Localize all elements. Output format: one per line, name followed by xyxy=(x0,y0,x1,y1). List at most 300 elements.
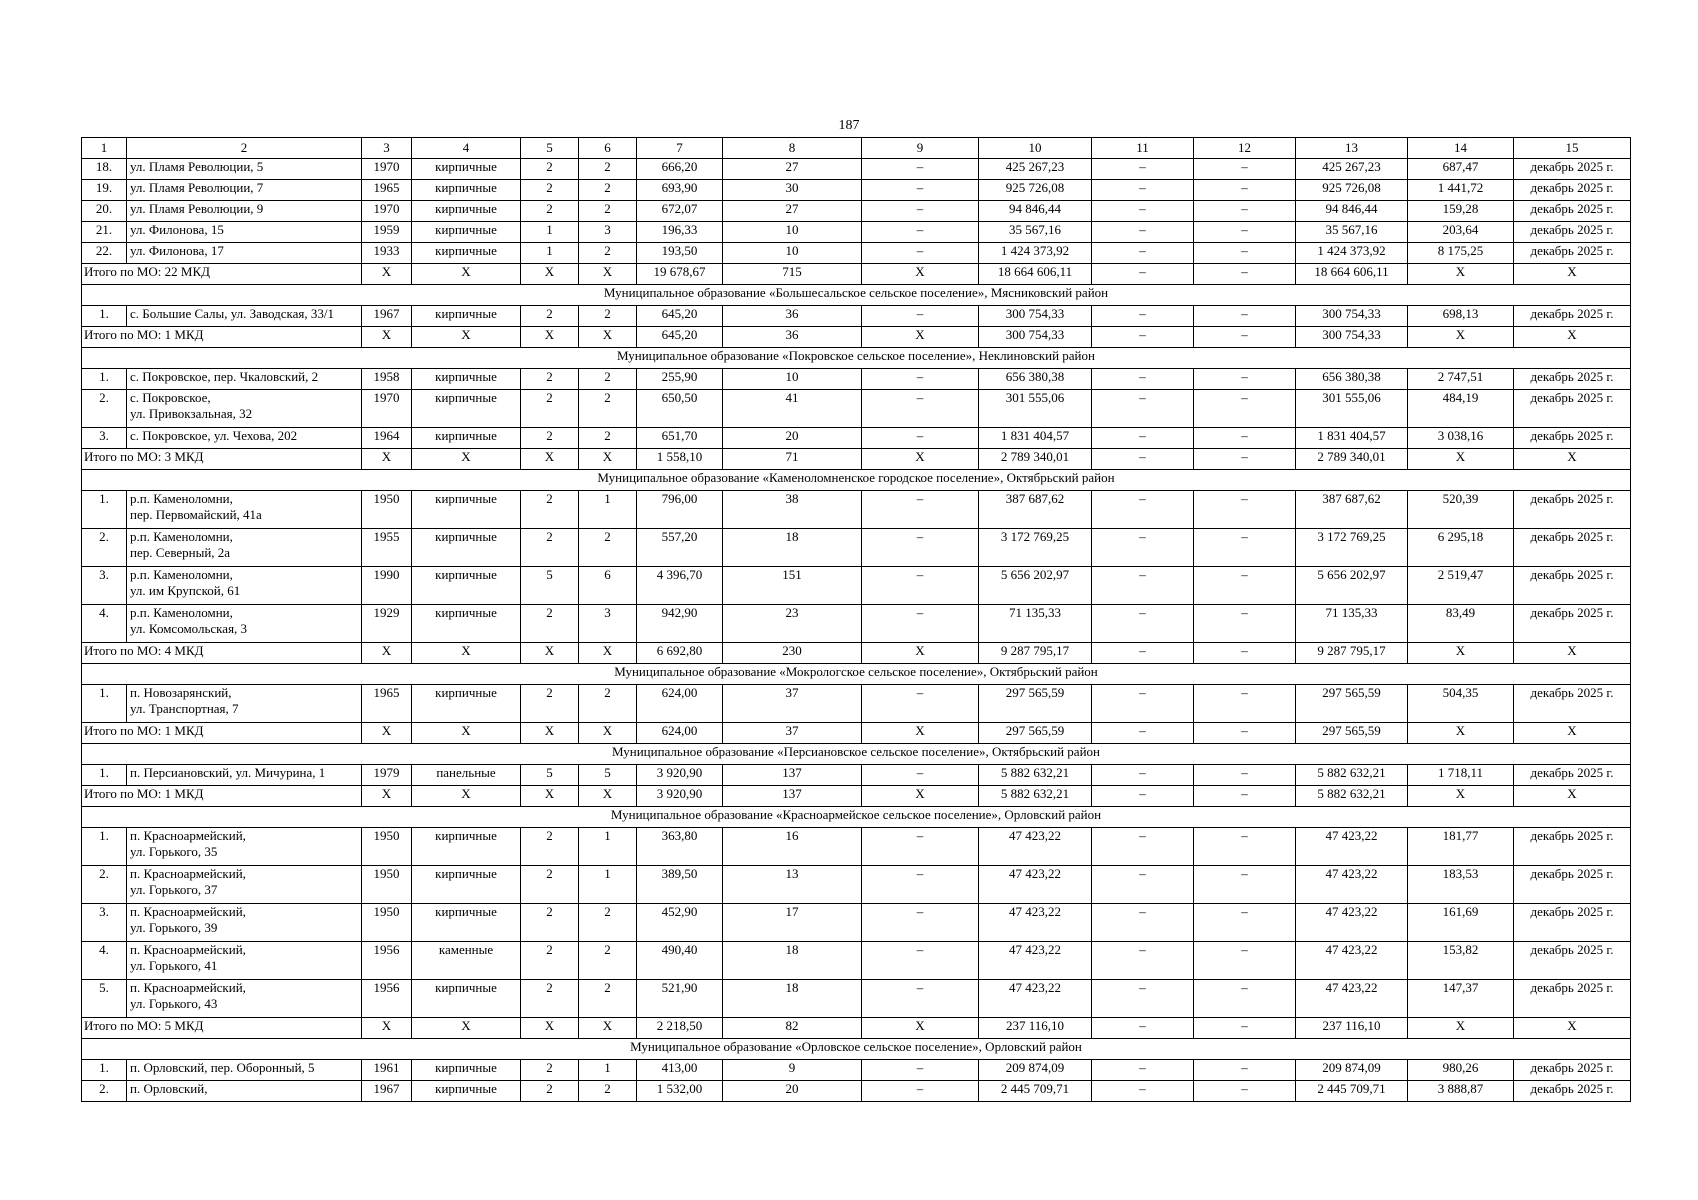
table-cell: – xyxy=(1194,866,1296,904)
housing-repair-table xyxy=(81,137,1631,1102)
table-cell: – xyxy=(862,529,979,567)
total-cell: – xyxy=(1092,327,1194,348)
table-cell: кирпичные xyxy=(412,828,521,866)
table-cell: 557,20 xyxy=(637,529,723,567)
column-number: 15 xyxy=(1514,138,1631,159)
table-cell: 363,80 xyxy=(637,828,723,866)
table-cell: 650,50 xyxy=(637,390,723,428)
table-cell: 2 xyxy=(579,369,637,390)
table-cell: 36 xyxy=(723,306,862,327)
total-row xyxy=(82,449,1631,470)
table-cell: 2 xyxy=(579,1081,637,1102)
total-cell: 297 565,59 xyxy=(979,723,1092,744)
table-cell: – xyxy=(1194,765,1296,786)
table-cell: – xyxy=(1092,222,1194,243)
column-number: 4 xyxy=(412,138,521,159)
total-cell: 71 xyxy=(723,449,862,470)
table-cell: 3 172 769,25 xyxy=(979,529,1092,567)
column-number: 13 xyxy=(1296,138,1408,159)
table-cell: 47 423,22 xyxy=(1296,828,1408,866)
column-number: 8 xyxy=(723,138,862,159)
table-cell: 71 135,33 xyxy=(979,605,1092,643)
table-cell: 18. xyxy=(82,159,127,180)
table-cell: – xyxy=(862,428,979,449)
table-cell: – xyxy=(862,1060,979,1081)
total-row xyxy=(82,1018,1631,1039)
total-cell: X xyxy=(579,327,637,348)
table-cell: 387 687,62 xyxy=(1296,491,1408,529)
table-cell: – xyxy=(862,201,979,222)
table-cell: 2 xyxy=(521,390,579,428)
table-cell: 1979 xyxy=(362,765,412,786)
table-cell: 2 xyxy=(579,243,637,264)
total-cell: X xyxy=(362,327,412,348)
table-cell: 2. xyxy=(82,390,127,428)
total-cell: 300 754,33 xyxy=(1296,327,1408,348)
table-cell: – xyxy=(862,180,979,201)
table-cell: кирпичные xyxy=(412,567,521,605)
section-header-row xyxy=(82,664,1631,685)
table-cell: кирпичные xyxy=(412,222,521,243)
table-cell: 47 423,22 xyxy=(979,942,1092,980)
table-cell: 1. xyxy=(82,306,127,327)
table-row xyxy=(82,390,1631,428)
total-cell: X xyxy=(579,723,637,744)
table-cell: 47 423,22 xyxy=(1296,866,1408,904)
table-cell: кирпичные xyxy=(412,866,521,904)
table-cell: – xyxy=(1092,1081,1194,1102)
table-cell: декабрь 2025 г. xyxy=(1514,685,1631,723)
table-cell: 181,77 xyxy=(1408,828,1514,866)
total-cell: 300 754,33 xyxy=(979,327,1092,348)
total-cell: 2 789 340,01 xyxy=(1296,449,1408,470)
table-cell: декабрь 2025 г. xyxy=(1514,222,1631,243)
total-cell: X xyxy=(862,327,979,348)
table-cell: 1956 xyxy=(362,980,412,1018)
table-cell: кирпичные xyxy=(412,1081,521,1102)
total-cell: – xyxy=(1194,327,1296,348)
table-cell: – xyxy=(1092,980,1194,1018)
table-cell: 687,47 xyxy=(1408,159,1514,180)
table-cell: 196,33 xyxy=(637,222,723,243)
table-cell: 2 xyxy=(521,201,579,222)
table-cell: 1950 xyxy=(362,904,412,942)
address-cell: с. Большие Салы, ул. Заводская, 33/1 xyxy=(127,306,362,327)
table-cell: 2 xyxy=(521,428,579,449)
total-row xyxy=(82,723,1631,744)
table-cell: – xyxy=(862,222,979,243)
table-cell: 2 xyxy=(579,942,637,980)
table-cell: 1 xyxy=(579,828,637,866)
total-row xyxy=(82,264,1631,285)
table-cell: – xyxy=(862,828,979,866)
table-cell: 651,70 xyxy=(637,428,723,449)
table-cell: 521,90 xyxy=(637,980,723,1018)
total-cell: – xyxy=(1194,264,1296,285)
table-row xyxy=(82,306,1631,327)
table-cell: 193,50 xyxy=(637,243,723,264)
table-cell: 1990 xyxy=(362,567,412,605)
total-cell: 36 xyxy=(723,327,862,348)
table-cell: 2 xyxy=(521,866,579,904)
table-cell: – xyxy=(862,390,979,428)
total-cell: 82 xyxy=(723,1018,862,1039)
address-cell: п. Красноармейский, ул. Горького, 35 xyxy=(127,828,362,866)
address-cell: р.п. Каменоломни, ул. им Крупской, 61 xyxy=(127,567,362,605)
total-cell: X xyxy=(862,723,979,744)
table-cell: 2. xyxy=(82,866,127,904)
total-cell: – xyxy=(1194,643,1296,664)
table-cell: 4. xyxy=(82,942,127,980)
table-cell: 20 xyxy=(723,1081,862,1102)
total-cell: X xyxy=(412,643,521,664)
table-cell: 1967 xyxy=(362,1081,412,1102)
table-cell: 1. xyxy=(82,765,127,786)
table-cell: кирпичные xyxy=(412,980,521,1018)
address-cell: п. Орловский, xyxy=(127,1081,362,1102)
table-cell: 2 xyxy=(579,529,637,567)
table-cell: – xyxy=(1194,980,1296,1018)
table-cell: 1 xyxy=(579,491,637,529)
total-cell: X xyxy=(412,1018,521,1039)
column-number: 10 xyxy=(979,138,1092,159)
table-cell: – xyxy=(1092,765,1194,786)
table-cell: – xyxy=(1194,942,1296,980)
total-cell: X xyxy=(1514,723,1631,744)
table-cell: 3 xyxy=(579,605,637,643)
table-cell: – xyxy=(1092,428,1194,449)
table-cell: 5 xyxy=(521,567,579,605)
table-cell: 151 xyxy=(723,567,862,605)
table-cell: 161,69 xyxy=(1408,904,1514,942)
table-cell: 16 xyxy=(723,828,862,866)
table-cell: – xyxy=(1092,491,1194,529)
total-cell: X xyxy=(521,264,579,285)
table-cell: 2 xyxy=(521,529,579,567)
total-cell: – xyxy=(1194,449,1296,470)
table-cell: 2 xyxy=(579,180,637,201)
total-cell: – xyxy=(1092,449,1194,470)
table-cell: – xyxy=(1092,685,1194,723)
table-cell: – xyxy=(1194,201,1296,222)
total-cell: 237 116,10 xyxy=(979,1018,1092,1039)
table-cell: 47 423,22 xyxy=(979,980,1092,1018)
table-cell: 137 xyxy=(723,765,862,786)
table-cell: 5 882 632,21 xyxy=(1296,765,1408,786)
table-cell: 3. xyxy=(82,428,127,449)
table-cell: 2 xyxy=(521,980,579,1018)
table-cell: 35 567,16 xyxy=(1296,222,1408,243)
total-cell: X xyxy=(521,786,579,807)
column-number: 5 xyxy=(521,138,579,159)
total-cell: 2 218,50 xyxy=(637,1018,723,1039)
total-cell: 18 664 606,11 xyxy=(979,264,1092,285)
table-cell: – xyxy=(1194,491,1296,529)
total-cell: X xyxy=(412,723,521,744)
total-cell: X xyxy=(579,786,637,807)
table-cell: – xyxy=(1194,243,1296,264)
table-cell: 1 532,00 xyxy=(637,1081,723,1102)
table-cell: 209 874,09 xyxy=(1296,1060,1408,1081)
table-cell: 1. xyxy=(82,828,127,866)
table-cell: кирпичные xyxy=(412,491,521,529)
table-cell: 2 xyxy=(521,1081,579,1102)
column-number: 14 xyxy=(1408,138,1514,159)
table-cell: 71 135,33 xyxy=(1296,605,1408,643)
table-row xyxy=(82,1081,1631,1102)
table-cell: 2 xyxy=(521,942,579,980)
table-cell: 9 xyxy=(723,1060,862,1081)
address-cell: п. Орловский, пер. Оборонный, 5 xyxy=(127,1060,362,1081)
table-cell: кирпичные xyxy=(412,904,521,942)
table-cell: декабрь 2025 г. xyxy=(1514,243,1631,264)
total-cell: X xyxy=(362,786,412,807)
municipality-title: Муниципальное образование «Большесальское сельское поселение», Мясниковский район xyxy=(82,285,1631,306)
municipality-title: Муниципальное образование «Каменоломненское городское поселение», Октябрьский район xyxy=(82,470,1631,491)
table-row xyxy=(82,567,1631,605)
table-cell: 1 424 373,92 xyxy=(979,243,1092,264)
table-cell: 1. xyxy=(82,685,127,723)
table-cell: 203,64 xyxy=(1408,222,1514,243)
table-cell: – xyxy=(1194,605,1296,643)
table-cell: – xyxy=(862,159,979,180)
table-cell: 484,19 xyxy=(1408,390,1514,428)
table-cell: 27 xyxy=(723,201,862,222)
table-cell: 94 846,44 xyxy=(979,201,1092,222)
table-cell: – xyxy=(1194,1060,1296,1081)
table-cell: 425 267,23 xyxy=(979,159,1092,180)
table-cell: 2 xyxy=(579,904,637,942)
table-cell: кирпичные xyxy=(412,369,521,390)
table-cell: 18 xyxy=(723,942,862,980)
total-row xyxy=(82,786,1631,807)
total-cell: X xyxy=(362,449,412,470)
table-cell: – xyxy=(1194,159,1296,180)
municipality-title: Муниципальное образование «Мокрологское сельское поселение», Октябрьский район xyxy=(82,664,1631,685)
table-cell: кирпичные xyxy=(412,529,521,567)
total-cell: X xyxy=(1408,643,1514,664)
table-cell: 20. xyxy=(82,201,127,222)
table-cell: 297 565,59 xyxy=(1296,685,1408,723)
total-cell: X xyxy=(579,643,637,664)
table-cell: декабрь 2025 г. xyxy=(1514,980,1631,1018)
table-cell: 656 380,38 xyxy=(1296,369,1408,390)
table-cell: 925 726,08 xyxy=(979,180,1092,201)
total-cell: 9 287 795,17 xyxy=(1296,643,1408,664)
total-cell: 137 xyxy=(723,786,862,807)
column-number: 6 xyxy=(579,138,637,159)
table-cell: 3 920,90 xyxy=(637,765,723,786)
table-cell: 2 xyxy=(521,491,579,529)
table-cell: 21. xyxy=(82,222,127,243)
table-cell: 5 882 632,21 xyxy=(979,765,1092,786)
table-row xyxy=(82,428,1631,449)
table-cell: 6 295,18 xyxy=(1408,529,1514,567)
address-cell: п. Красноармейский, ул. Горького, 39 xyxy=(127,904,362,942)
total-cell: X xyxy=(1514,786,1631,807)
table-cell: 387 687,62 xyxy=(979,491,1092,529)
column-number: 1 xyxy=(82,138,127,159)
total-cell: 37 xyxy=(723,723,862,744)
table-cell: 47 423,22 xyxy=(979,828,1092,866)
table-cell: 2. xyxy=(82,529,127,567)
address-cell: ул. Филонова, 17 xyxy=(127,243,362,264)
table-cell: кирпичные xyxy=(412,1060,521,1081)
table-cell: 183,53 xyxy=(1408,866,1514,904)
total-label: Итого по МО: 1 МКД xyxy=(82,723,362,744)
total-cell: 645,20 xyxy=(637,327,723,348)
table-cell: 209 874,09 xyxy=(979,1060,1092,1081)
table-cell: 5 xyxy=(521,765,579,786)
total-cell: X xyxy=(862,449,979,470)
table-cell: кирпичные xyxy=(412,243,521,264)
table-cell: 255,90 xyxy=(637,369,723,390)
table-cell: 1967 xyxy=(362,306,412,327)
table-cell: 2 xyxy=(521,306,579,327)
total-cell: X xyxy=(862,786,979,807)
table-cell: панельные xyxy=(412,765,521,786)
table-cell: – xyxy=(862,306,979,327)
total-cell: X xyxy=(362,643,412,664)
table-cell: – xyxy=(1092,904,1194,942)
total-cell: X xyxy=(1408,723,1514,744)
table-cell: 300 754,33 xyxy=(979,306,1092,327)
total-cell: 715 xyxy=(723,264,862,285)
table-cell: декабрь 2025 г. xyxy=(1514,529,1631,567)
table-cell: декабрь 2025 г. xyxy=(1514,942,1631,980)
total-cell: X xyxy=(1408,1018,1514,1039)
table-cell: – xyxy=(1194,390,1296,428)
total-cell: X xyxy=(412,786,521,807)
table-cell: 22. xyxy=(82,243,127,264)
total-row xyxy=(82,327,1631,348)
table-cell: 2 xyxy=(521,159,579,180)
table-cell: – xyxy=(1092,180,1194,201)
table-cell: 47 423,22 xyxy=(979,904,1092,942)
table-cell: декабрь 2025 г. xyxy=(1514,390,1631,428)
table-cell: кирпичные xyxy=(412,685,521,723)
column-number: 2 xyxy=(127,138,362,159)
table-cell: 6 xyxy=(579,567,637,605)
table-cell: 2. xyxy=(82,1081,127,1102)
table-cell: – xyxy=(1194,685,1296,723)
table-cell: 1970 xyxy=(362,201,412,222)
table-cell: 37 xyxy=(723,685,862,723)
table-cell: декабрь 2025 г. xyxy=(1514,567,1631,605)
table-cell: – xyxy=(862,685,979,723)
table-cell: – xyxy=(1194,222,1296,243)
total-label: Итого по МО: 22 МКД xyxy=(82,264,362,285)
table-cell: 490,40 xyxy=(637,942,723,980)
table-cell: декабрь 2025 г. xyxy=(1514,306,1631,327)
table-cell: – xyxy=(862,1081,979,1102)
table-cell: – xyxy=(1194,529,1296,567)
table-cell: – xyxy=(862,491,979,529)
table-cell: 4 396,70 xyxy=(637,567,723,605)
table-cell: 47 423,22 xyxy=(979,866,1092,904)
table-cell: 10 xyxy=(723,222,862,243)
table-cell: – xyxy=(1092,369,1194,390)
table-cell: 796,00 xyxy=(637,491,723,529)
total-label: Итого по МО: 3 МКД xyxy=(82,449,362,470)
table-cell: 2 xyxy=(521,685,579,723)
column-number: 12 xyxy=(1194,138,1296,159)
total-cell: – xyxy=(1194,786,1296,807)
column-number-row xyxy=(82,138,1631,159)
table-row xyxy=(82,765,1631,786)
total-cell: 1 558,10 xyxy=(637,449,723,470)
table-cell: 47 423,22 xyxy=(1296,980,1408,1018)
table-cell: декабрь 2025 г. xyxy=(1514,491,1631,529)
table-cell: 1956 xyxy=(362,942,412,980)
table-row xyxy=(82,605,1631,643)
total-label: Итого по МО: 5 МКД xyxy=(82,1018,362,1039)
table-cell: 452,90 xyxy=(637,904,723,942)
table-cell: 1 441,72 xyxy=(1408,180,1514,201)
section-header-row xyxy=(82,348,1631,369)
column-number: 3 xyxy=(362,138,412,159)
table-row xyxy=(82,529,1631,567)
total-cell: 18 664 606,11 xyxy=(1296,264,1408,285)
address-cell: п. Красноармейский, ул. Горького, 43 xyxy=(127,980,362,1018)
total-cell: X xyxy=(362,1018,412,1039)
table-cell: 3 888,87 xyxy=(1408,1081,1514,1102)
table-cell: декабрь 2025 г. xyxy=(1514,369,1631,390)
table-cell: – xyxy=(1092,390,1194,428)
table-cell: 2 445 709,71 xyxy=(979,1081,1092,1102)
total-cell: X xyxy=(1514,327,1631,348)
table-cell: 300 754,33 xyxy=(1296,306,1408,327)
table-cell: 425 267,23 xyxy=(1296,159,1408,180)
table-cell: 18 xyxy=(723,529,862,567)
table-cell: – xyxy=(1194,567,1296,605)
section-header-row xyxy=(82,807,1631,828)
table-cell: – xyxy=(1194,369,1296,390)
table-cell: 8 175,25 xyxy=(1408,243,1514,264)
total-cell: 3 920,90 xyxy=(637,786,723,807)
table-cell: 624,00 xyxy=(637,685,723,723)
table-cell: – xyxy=(1092,306,1194,327)
table-cell: – xyxy=(862,980,979,1018)
table-cell: 389,50 xyxy=(637,866,723,904)
table-cell: 2 445 709,71 xyxy=(1296,1081,1408,1102)
table-cell: 3. xyxy=(82,567,127,605)
table-cell: 10 xyxy=(723,243,862,264)
table-cell: 1955 xyxy=(362,529,412,567)
table-cell: 35 567,16 xyxy=(979,222,1092,243)
table-cell: 1. xyxy=(82,369,127,390)
address-cell: р.п. Каменоломни, пер. Первомайский, 41а xyxy=(127,491,362,529)
table-cell: 2 xyxy=(579,685,637,723)
total-cell: X xyxy=(412,264,521,285)
table-cell: 698,13 xyxy=(1408,306,1514,327)
total-cell: 297 565,59 xyxy=(1296,723,1408,744)
total-cell: X xyxy=(521,1018,579,1039)
table-cell: кирпичные xyxy=(412,159,521,180)
table-row xyxy=(82,222,1631,243)
table-cell: – xyxy=(862,866,979,904)
table-body xyxy=(82,138,1631,1102)
total-cell: – xyxy=(1194,723,1296,744)
table-cell: – xyxy=(1092,529,1194,567)
total-cell: 19 678,67 xyxy=(637,264,723,285)
table-cell: декабрь 2025 г. xyxy=(1514,828,1631,866)
table-row xyxy=(82,828,1631,866)
table-cell: – xyxy=(862,369,979,390)
total-cell: X xyxy=(521,327,579,348)
table-cell: 2 xyxy=(521,369,579,390)
total-cell: – xyxy=(1092,264,1194,285)
